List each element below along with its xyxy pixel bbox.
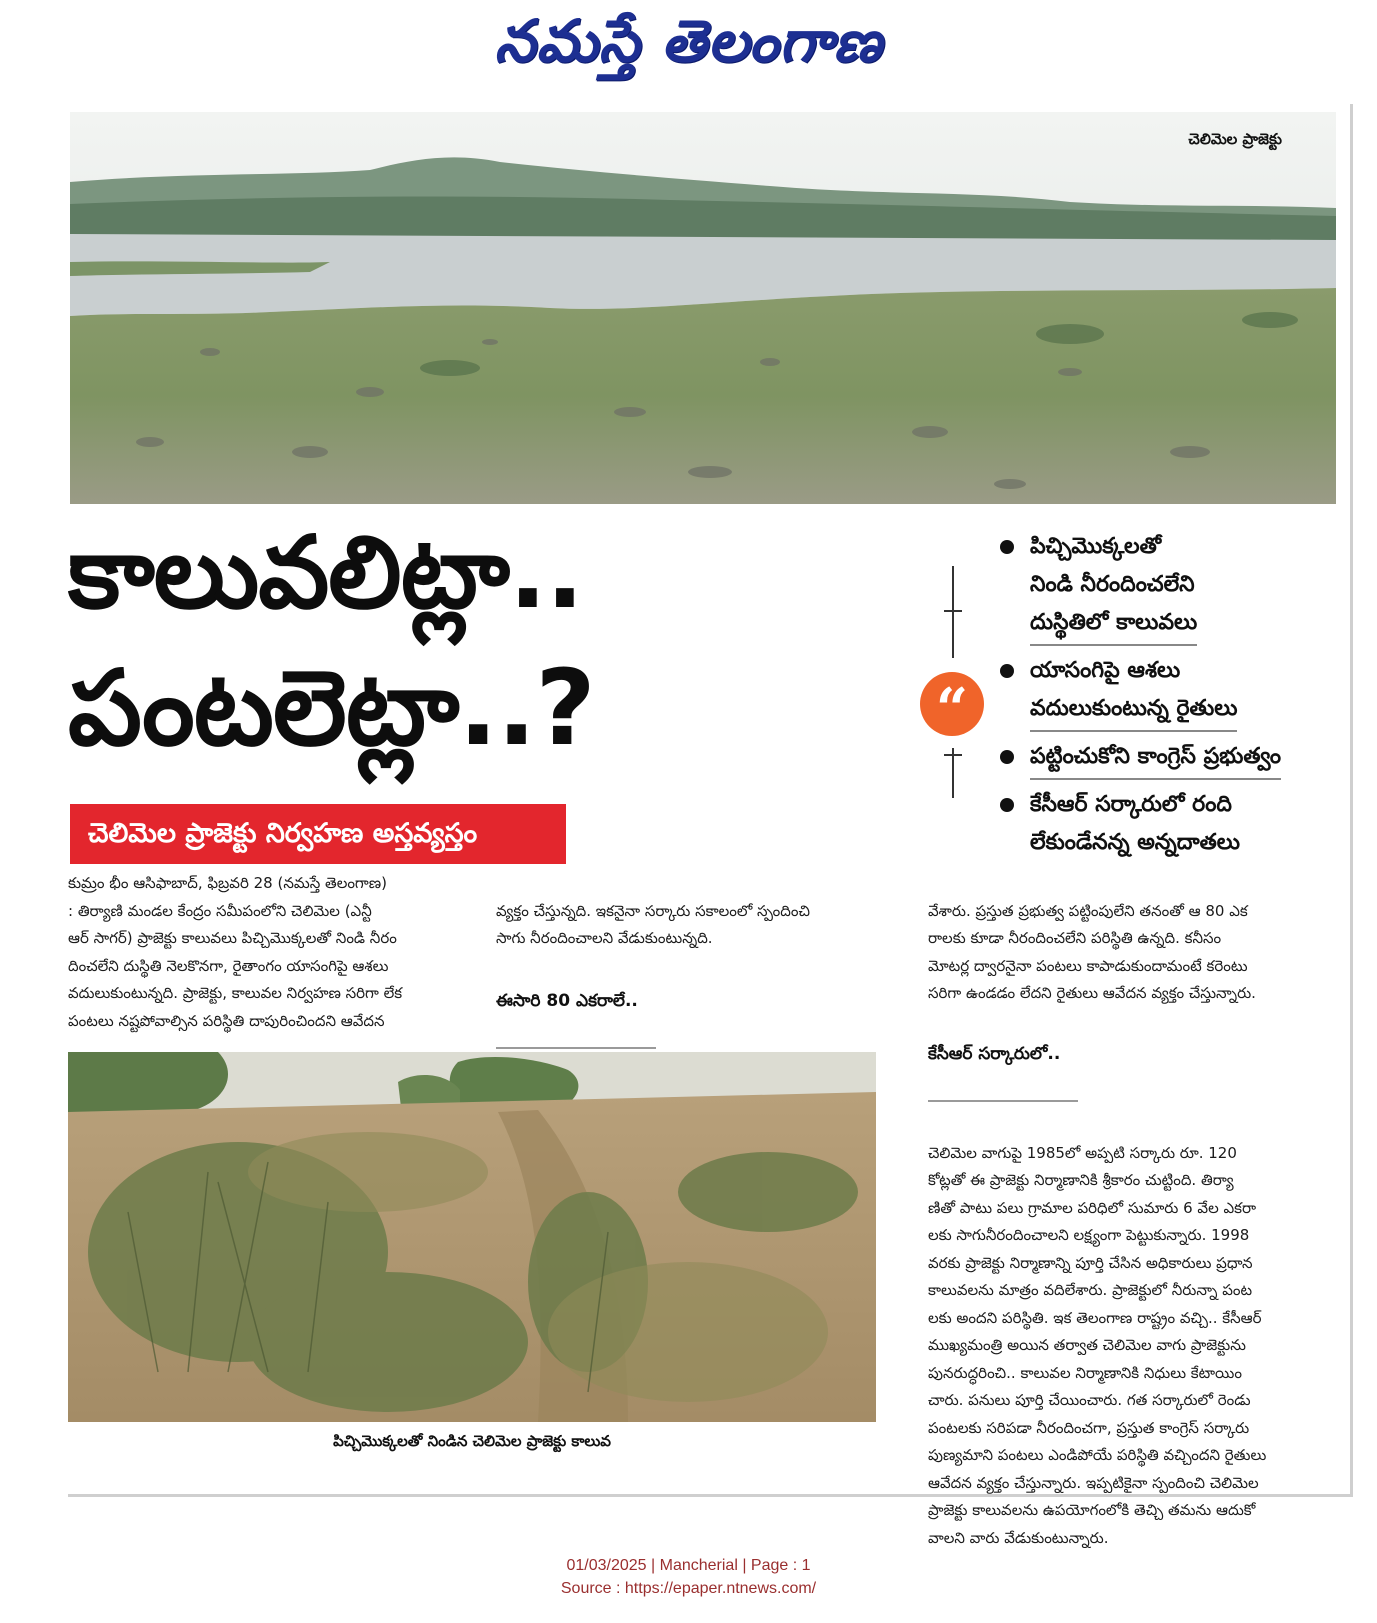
quote-icon: “ <box>920 672 984 736</box>
headline-line-1: కాలువలిట్లా.. <box>68 514 583 631</box>
highlight-text: పట్టించుకోని కాంగ్రెస్ ప్రభుత్వం <box>1030 738 1281 780</box>
subhead-rule <box>496 1047 656 1049</box>
column-3-paragraph-2: చెలిమెల వాగుపై 1985లో అప్పటి సర్కారు రూ. 120 కోట్లతో ఈ ప్రాజెక్టు నిర్మాణానికి శ్రీకారం చుట్టింది. తిర్యా ణితో పాటు పలు గ్రామాల పరిధిలో సుమారు 6 వేల ఎకరా లకు సాగునీరందించాలని లక్ష్యంగా పెట్టుకున్నారు. 1998 వరకు ప్రాజెక్టు నిర్మాణాన్ని పూర్తి చేసిన అధికారులు ప్రధాన కాలువలను మాత్రం వదిలేశారు. ప్రాజెక్టులో నీరున్నా పంట లకు అందని పరిస్థితి. ఇక తెలంగాణ రాష్ట్రం వచ్చి.. కేసీఆర్ ముఖ్యమంత్రి అయిన తర్వాత చెలిమెల వాగు ప్రాజెక్టును పునరుద్ధరించి.. కాలువల నిర్మాణానికి నిధులు కేటాయిం చారు. పనులు పూర్తి చేయించారు. గత సర్కారులో రెండు పంటలకు సరిపడా నీరందించగా, ప్రస్తుత కాంగ్రెస్ సర్కారు పుణ్యమాని పంటలు ఎండిపోయే పరిస్థితి వచ్చిందని రైతులు ఆవేదన వ్యక్తం చేస్తున్నారు. ఇప్పటికైనా స్పందించి చెలిమెల ప్రాజెక్టు కాలువలను ఉపయోగంలోకి తెచ్చి తమను ఆదుకో వాలని వారు వేడుకుంటున్నారు. <box>928 1143 1267 1547</box>
canal-illustration <box>68 1052 876 1422</box>
subdeck-banner: చెలిమెల ప్రాజెక్టు నిర్వహణ అస్తవ్యస్తం <box>70 804 566 864</box>
canal-photo <box>68 1052 876 1422</box>
bullet-icon <box>1000 664 1014 678</box>
headline-line-2: పంటలెట్లా..? <box>68 647 595 769</box>
highlight-text: యాసంగిపై ఆశలు వదులుకుంటున్న రైతులు <box>1030 652 1237 732</box>
bullet-icon <box>1000 750 1014 764</box>
highlight-text: కేసీఆర్ సర్కారులో రంది లేకుండేనన్న అన్నదాతలు <box>1030 792 1240 855</box>
highlight-item <box>1000 738 1340 780</box>
highlights-list <box>1000 528 1340 870</box>
quote-rule-top <box>952 566 954 658</box>
bullet-icon <box>1000 540 1014 554</box>
bullet-icon <box>1000 798 1014 812</box>
quote-tick-bottom <box>944 754 962 756</box>
subhead-kcr-government: కేసీఆర్ సర్కారులో.. <box>928 1044 1061 1064</box>
subhead-80-acres: ఈసారి 80 ఎకరాలే.. <box>496 991 638 1011</box>
highlight-item <box>1000 528 1340 646</box>
quote-tick-top <box>944 610 962 612</box>
article-column-3 <box>928 870 1336 1580</box>
page-footer <box>0 1554 1377 1600</box>
highlight-text: పిచ్చిమొక్కలతో నిండి నీరందించలేని దుస్థితిలో కాలువలు <box>1030 528 1197 646</box>
canal-photo-caption: పిచ్చిమొక్కలతో నిండిన చెలిమెల ప్రాజెక్టు కాలువ <box>333 1432 611 1450</box>
footer-source-link[interactable]: Source : https://epaper.ntnews.com/ <box>560 1580 817 1597</box>
column-3-paragraph-1: వేశారు. ప్రస్తుత ప్రభుత్వ పట్టింపులేని తనంతో ఆ 80 ఎక రాలకు కూడా నీరందించలేని పరిస్థితి ఉన్నది. కనీసం మోటర్ల ద్వారనైనా పంటలు కాపాడుకుందామంటే కరెంటు సరిగా ఉండడం లేదని రైతులు ఆవేదన వ్యక్తం చేస్తున్నారు. <box>928 901 1256 1002</box>
footer-edition-info: 01/03/2025 | Mancherial | Page : 1 <box>566 1557 811 1574</box>
column-2-paragraph-1: వ్యక్తం చేస్తున్నది. ఇకనైనా సర్కారు సకాలంలో స్పందించి సాగు నీరందించాలని వేడుకుంటున్నది. <box>496 901 810 947</box>
reservoir-photo-caption: చెలిమెల ప్రాజెక్టు <box>1188 130 1282 148</box>
highlight-item <box>1000 786 1340 864</box>
article-column-1: కుమ్రం భీం ఆసిఫాబాద్, ఫిబ్రవరి 28 (నమస్తే తెలంగాణ) : తిర్యాణి మండల కేంద్రం సమీపంలోని చెలిమెల (ఎన్టీ ఆర్ సాగర్) ప్రాజెక్టు కాలువలు పిచ్చిమొక్కలతో నిండి నీరం దించలేని దుస్థితి నెలకొనగా, రైతాంగం యాసంగిపై ఆశలు వదులుకుంటున్నది. ప్రాజెక్టు, కాలువల నిర్వహణ సరిగా లేక పంటలు నష్టపోవాల్సిన పరిస్థితి దాపురించిందని ఆవేదన <box>68 874 403 1030</box>
reservoir-photo <box>70 112 1336 504</box>
subhead-rule <box>928 1100 1078 1102</box>
masthead-logo: నమస్తే తెలంగాణ <box>494 7 883 75</box>
highlight-item <box>1000 652 1340 732</box>
reservoir-illustration <box>70 112 1336 504</box>
